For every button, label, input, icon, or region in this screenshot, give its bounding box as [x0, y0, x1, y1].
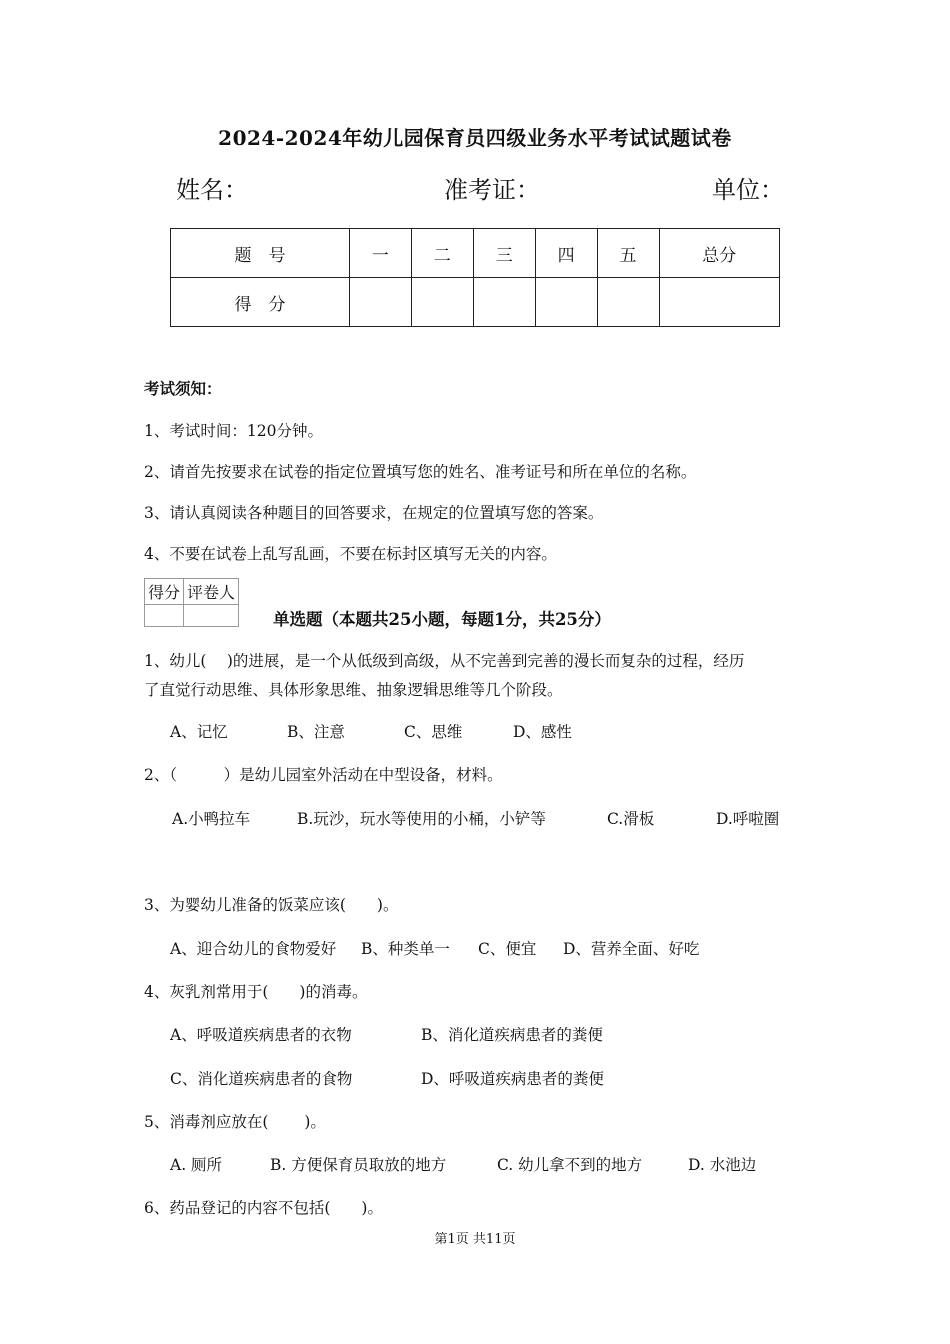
notice-heading: 考试须知： — [144, 379, 222, 398]
unit-field-label: 单位： — [712, 176, 784, 204]
option: B、消化道疾病患者的粪便 — [421, 1026, 603, 1044]
option: C. 幼儿拿不到的地方 — [497, 1156, 643, 1174]
notice-item: 1、考试时间：120分钟。 — [144, 422, 323, 440]
notice-item: 3、请认真阅读各种题目的回答要求，在规定的位置填写您的答案。 — [144, 504, 604, 522]
score-cell — [473, 278, 535, 327]
grader-name-cell — [184, 605, 239, 627]
score-row-label: 得 分 — [171, 278, 350, 327]
page-footer: 第1页 共11页 — [434, 1232, 516, 1247]
score-header-cell: 二 — [411, 229, 473, 278]
grader-box — [144, 578, 239, 627]
grader-name-label: 评卷人 — [184, 579, 239, 605]
option: B.玩沙，玩水等使用的小桶，小铲等 — [297, 810, 546, 828]
option: A、呼吸道疾病患者的衣物 — [170, 1026, 352, 1044]
grader-score-cell — [145, 605, 184, 627]
option: A. 厕所 — [170, 1156, 223, 1174]
notice-item: 4、不要在试卷上乱写乱画，不要在标封区填写无关的内容。 — [144, 545, 557, 563]
question-5: 5、消毒剂应放在( )。 — [144, 1113, 326, 1131]
exam-title: 2024-2024年幼儿园保育员四级业务水平考试试题试卷 — [218, 126, 732, 150]
score-cell — [535, 278, 597, 327]
score-header-cell: 题 号 — [171, 229, 350, 278]
score-header-cell: 三 — [473, 229, 535, 278]
score-table-header-row — [171, 229, 780, 278]
option: C、消化道疾病患者的食物 — [170, 1070, 353, 1088]
score-cell — [411, 278, 473, 327]
option: A、记忆 — [170, 723, 228, 741]
grader-score-label: 得分 — [145, 579, 184, 605]
question-1-line-1: 1、幼儿( )的进展，是一个从低级到高级，从不完善到完善的漫长而复杂的过程，经历 — [144, 652, 745, 670]
score-cell — [659, 278, 779, 327]
score-header-cell: 四 — [535, 229, 597, 278]
question-3: 3、为婴幼儿准备的饭菜应该( )。 — [144, 896, 399, 914]
question-4: 4、灰乳剂常用于( )的消毒。 — [144, 983, 368, 1001]
question-6: 6、药品登记的内容不包括( )。 — [144, 1199, 383, 1217]
score-header-cell: 一 — [349, 229, 411, 278]
score-cell — [597, 278, 659, 327]
question-1-line-2: 了直觉行动思维、具体形象思维、抽象逻辑思维等几个阶段。 — [144, 681, 563, 699]
option: D、感性 — [513, 723, 572, 741]
score-header-cell: 五 — [597, 229, 659, 278]
notice-item: 2、请首先按要求在试卷的指定位置填写您的姓名、准考证号和所在单位的名称。 — [144, 463, 697, 481]
option: A、迎合幼儿的食物爱好 — [170, 940, 337, 958]
option: B、种类单一 — [361, 940, 450, 958]
score-header-cell: 总分 — [659, 229, 779, 278]
score-table — [170, 228, 780, 327]
option: C、便宜 — [478, 940, 537, 958]
option: B、注意 — [287, 723, 345, 741]
option: A.小鸭拉车 — [172, 810, 251, 828]
exam-id-field-label: 准考证： — [444, 176, 540, 204]
option: B. 方便保育员取放的地方 — [270, 1156, 447, 1174]
name-field-label: 姓名： — [176, 176, 248, 204]
section-title: 单选题（本题共25小题，每题1分，共25分） — [273, 610, 611, 629]
option: D. 水池边 — [688, 1156, 757, 1174]
score-table-score-row — [171, 278, 780, 327]
option: D.呼啦圈 — [716, 810, 780, 828]
question-2: 2、（ ）是幼儿园室外活动在中型设备，材料。 — [144, 766, 503, 784]
option: D、营养全面、好吃 — [563, 940, 700, 958]
option: C.滑板 — [607, 810, 655, 828]
score-cell — [349, 278, 411, 327]
option: D、呼吸道疾病患者的粪便 — [421, 1070, 604, 1088]
option: C、思维 — [404, 723, 463, 741]
